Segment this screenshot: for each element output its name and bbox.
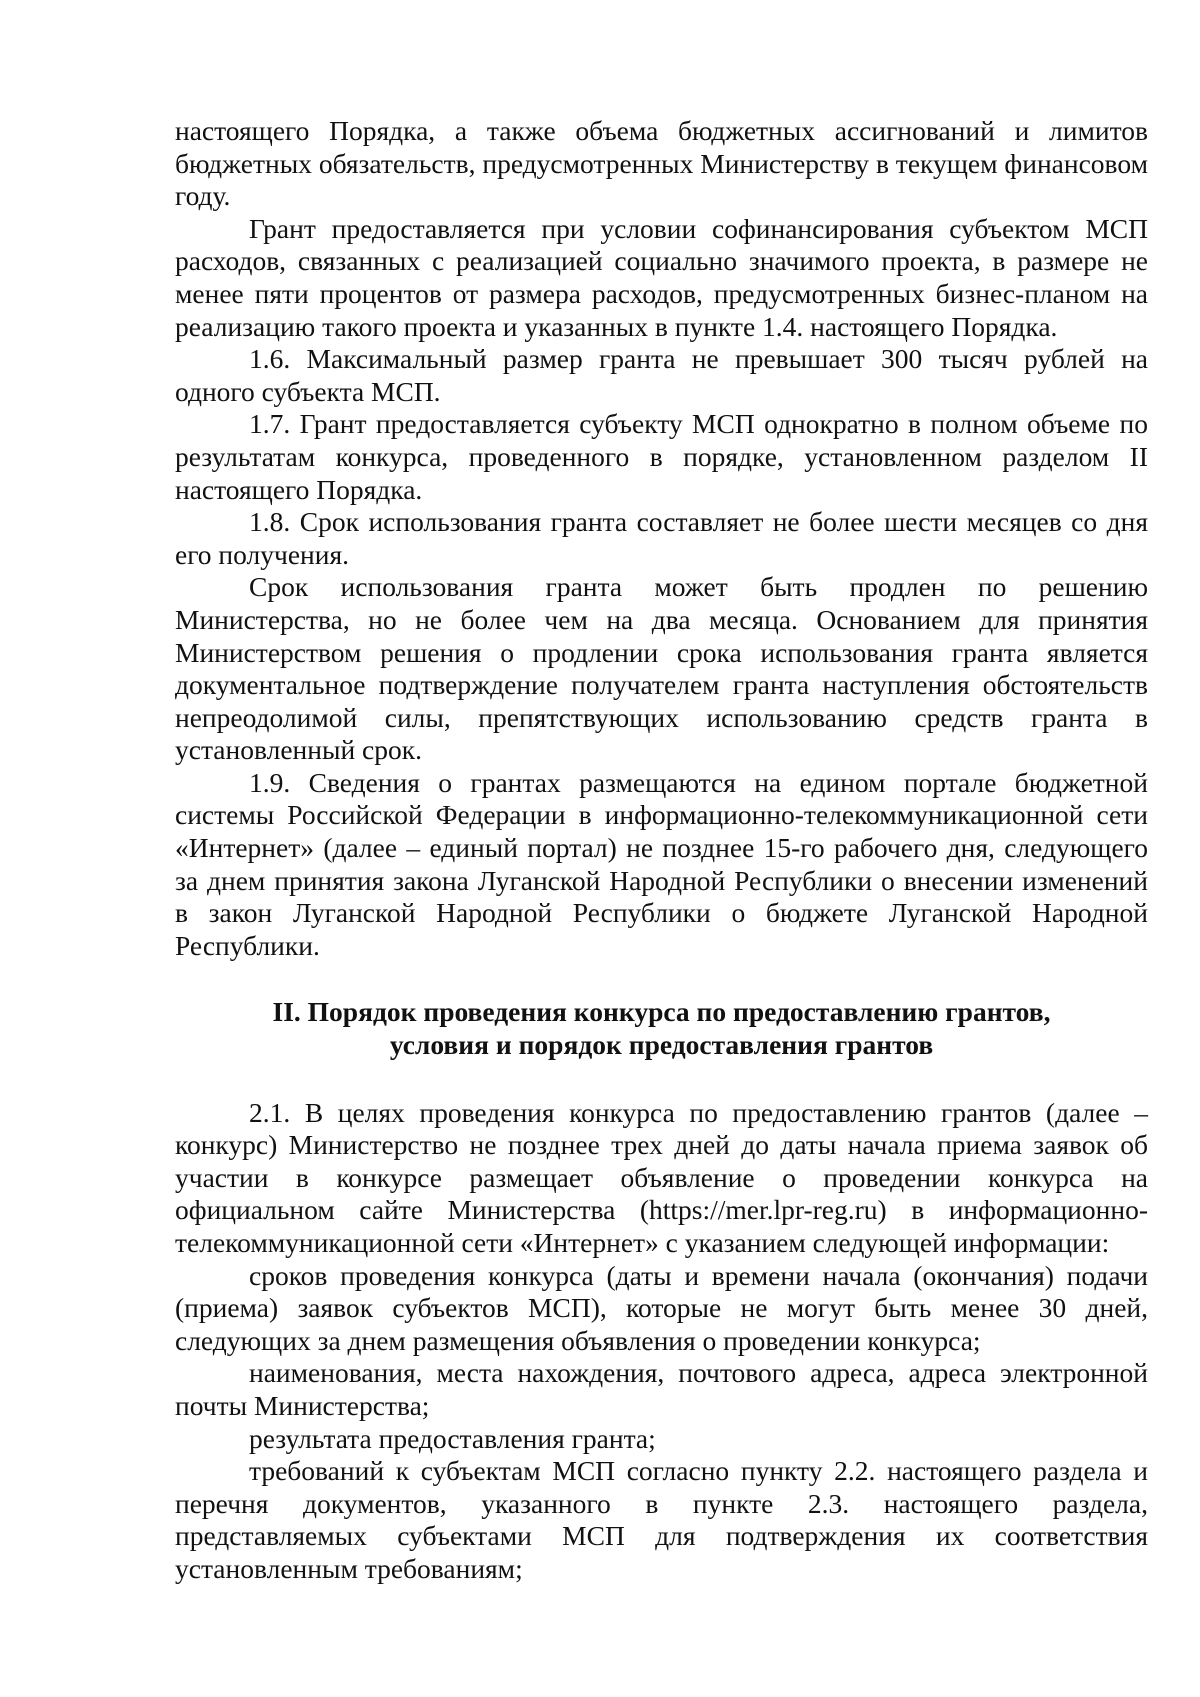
document-page bbox=[175, 115, 1148, 1586]
paragraph-1-9: 1.9. Сведения о грантах размещаются на едином портале бюджетной системы Российской Федерации в информационно-телекоммуникационной сети «Интернет» (далее – единый портал) не позднее 15-го рабочего дня, следующего за днем принятия закона Луганской Народной Республики о внесении изменений в закон Луганской Народной Республики о бюджете Луганской Народной Республики. bbox=[175, 766, 1148, 961]
paragraph-contacts: наименования, места нахождения, почтового адреса, адреса электронной почты Министерства; bbox=[175, 1357, 1148, 1421]
paragraph-continuation: настоящего Порядка, а также объема бюджетных ассигнований и лимитов бюджетных обязательств, предусмотренных Министерству в текущем финансовом году. bbox=[175, 115, 1148, 212]
paragraph-terms: сроков проведения конкурса (даты и времени начала (окончания) подачи (приема) заявок субъектов МСП), которые не могут быть менее 30 дней, следующих за днем размещения объявления о проведении конкурса; bbox=[175, 1259, 1148, 1356]
paragraph-result: результата предоставления гранта; bbox=[249, 1422, 656, 1454]
section-2-heading-line-1: II. Порядок проведения конкурса по предоставлению грантов, bbox=[272, 996, 1051, 1028]
paragraph-1-8: 1.8. Срок использования гранта составляет не более шести месяцев со дня его получения. bbox=[175, 506, 1148, 570]
paragraph-1-6: 1.6. Максимальный размер гранта не превышает 300 тысяч рублей на одного субъекта МСП. bbox=[175, 343, 1148, 407]
paragraph-1-7: 1.7. Грант предоставляется субъекту МСП однократно в полном объеме по результатам конкурса, проведенного в порядке, установленном разделом II настоящего Порядка. bbox=[175, 408, 1148, 505]
paragraph-2-1: 2.1. В целях проведения конкурса по предоставлению грантов (далее – конкурс) Министерство не позднее трех дней до даты начала приема заявок об участии в конкурсе размещает объявление о проведении конкурса на официальном сайте Министерства (https://mer.lpr-reg.ru) в информационно-телекоммуникационной сети «Интернет» с указанием следующей информации: bbox=[175, 1096, 1148, 1258]
paragraph-cofinancing: Грант предоставляется при условии софинансирования субъектом МСП расходов, связанных с реализацией социально значимого проекта, в размере не менее пяти процентов от размера расходов, предусмотренных бизнес-планом на реализацию такого проекта и указанных в пункте 1.4. настоящего Порядка. bbox=[175, 212, 1148, 342]
paragraph-extension: Срок использования гранта может быть продлен по решению Министерства, но не более чем на два месяца. Основанием для принятия Министерством решения о продлении срока использования гранта является документальное подтверждение получателем гранта наступления обстоятельств непреодолимой силы, препятствующих использованию средств гранта в установленный срок. bbox=[175, 571, 1148, 766]
section-2-heading bbox=[175, 996, 1148, 1061]
paragraph-requirements: требований к субъектам МСП согласно пункту 2.2. настоящего раздела и перечня документов, указанного в пункте 2.3. настоящего раздела, представляемых субъектами МСП для подтверждения их соответствия установленным требованиям; bbox=[175, 1455, 1148, 1584]
section-2-heading-line-2: условия и порядок предоставления грантов bbox=[389, 1029, 934, 1061]
